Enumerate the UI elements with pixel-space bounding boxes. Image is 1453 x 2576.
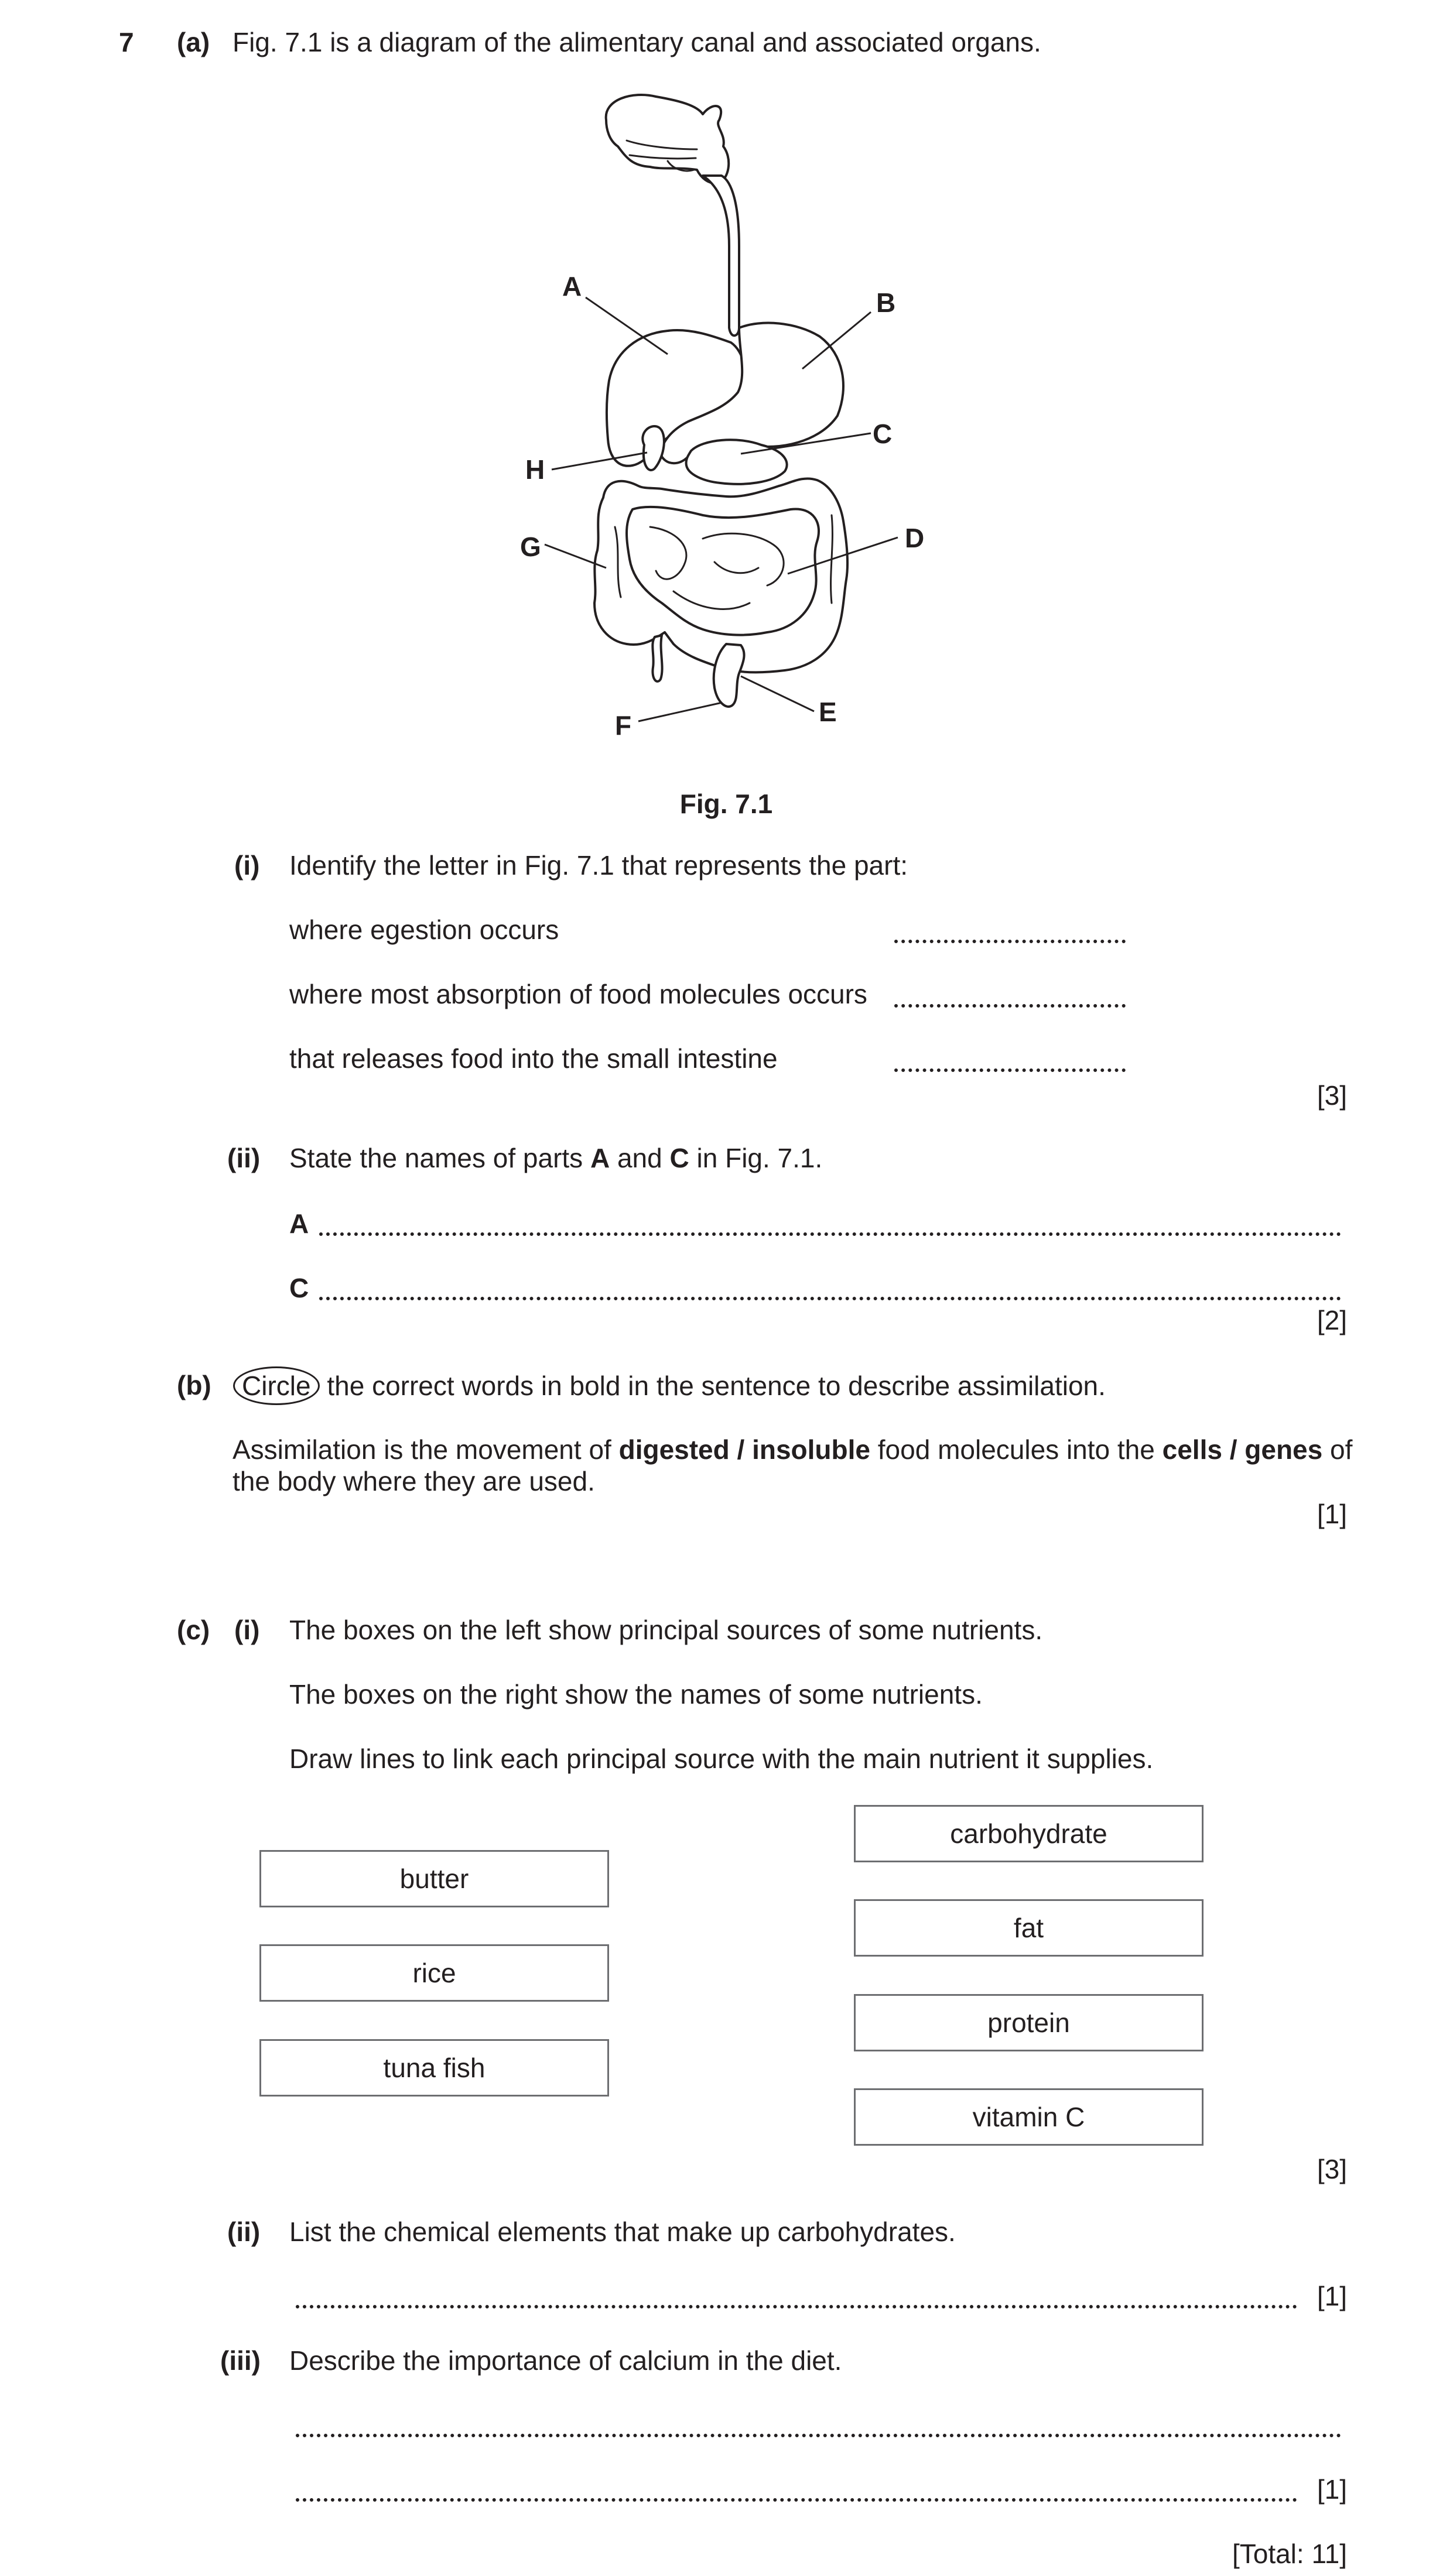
figure-caption: Fig. 7.1 (679, 789, 773, 819)
gall-bladder (642, 426, 664, 470)
assimilation-sentence-line2: the body where they are used. (233, 1466, 595, 1496)
source-box-rice[interactable] (259, 1944, 609, 2002)
part-b-instruction: Circle the correct words in bold in the sentence to describe assimilation. (235, 1366, 1106, 1405)
marks-a-ii: [2] (1317, 1305, 1347, 1335)
nutrient-box-carbohydrate[interactable] (854, 1805, 1204, 1862)
part-b-label: (b) (177, 1370, 211, 1400)
sub-a-ii-prompt: State the names of parts A and C in Fig. 7.1. (289, 1143, 823, 1173)
item-absorption: where most absorption of food molecules occurs (289, 979, 867, 1009)
sub-c-iii-prompt: Describe the importance of calcium in the diet. (289, 2345, 842, 2376)
label-letter-e: E (819, 697, 837, 727)
source-box-butter[interactable] (259, 1850, 609, 1907)
sub-c-i-line3: Draw lines to link each principal source with the main nutrient it supplies. (289, 1743, 1154, 1774)
part-a-label: (a) (177, 27, 210, 57)
source-box-tuna-fish[interactable] (259, 2039, 609, 2097)
label-letter-d: D (905, 523, 925, 553)
sub-a-i-label: (i) (234, 850, 260, 881)
answer-line-carbohydrate-elements[interactable] (296, 2305, 1297, 2308)
line-label-a: A (289, 1208, 309, 1239)
nutrient-box-fat[interactable] (854, 1899, 1204, 1957)
oesophagus (703, 176, 739, 335)
sub-c-i-line2: The boxes on the right show the names of some nutrients. (289, 1679, 983, 1710)
sub-c-iii-label: (iii) (220, 2345, 261, 2376)
label-letter-a: A (562, 271, 582, 302)
answer-line-egestion[interactable] (894, 940, 1126, 943)
marks-c-iii: [1] (1317, 2474, 1347, 2505)
sub-c-ii-label: (ii) (227, 2217, 261, 2247)
part-c-label: (c) (177, 1615, 210, 1645)
item-egestion: where egestion occurs (289, 914, 559, 945)
nutrient-label: carbohydrate (950, 1818, 1107, 1849)
label-letter-g: G (520, 532, 541, 562)
answer-line-releases-food[interactable] (894, 1068, 1126, 1072)
alimentary-canal-diagram (498, 82, 966, 755)
sub-c-i-label: (i) (234, 1615, 260, 1645)
marks-a-i: [3] (1317, 1080, 1347, 1111)
sub-a-i-prompt: Identify the letter in Fig. 7.1 that represents the part: (289, 850, 908, 881)
question-number: 7 (119, 27, 134, 57)
line-label-c: C (289, 1273, 309, 1303)
source-label: butter (399, 1864, 469, 1894)
label-letter-c: C (873, 419, 893, 449)
assimilation-sentence-line1: Assimilation is the movement of digested / insoluble food molecules into the cells / genes of (233, 1434, 1353, 1465)
sub-c-i-line1: The boxes on the left show principal sources of some nutrients. (289, 1615, 1043, 1645)
marks-c-ii: [1] (1317, 2281, 1347, 2311)
nutrient-box-vitamin-c[interactable] (854, 2088, 1204, 2146)
mouth-shape (606, 95, 729, 183)
answer-line-absorption[interactable] (894, 1004, 1126, 1008)
item-releases-food: that releases food into the small intestine (289, 1043, 778, 1074)
source-label: tuna fish (383, 2053, 486, 2083)
label-letter-f: F (615, 710, 632, 741)
label-letter-h: H (525, 454, 545, 485)
option-cells-genes[interactable]: cells / genes (1162, 1434, 1323, 1465)
source-label: rice (412, 1958, 456, 1988)
answer-line-part-c[interactable] (319, 1297, 1341, 1300)
rectum (714, 644, 744, 707)
answer-line-part-a[interactable] (319, 1232, 1341, 1236)
nutrient-label: fat (1013, 1913, 1044, 1943)
sub-a-ii-label: (ii) (227, 1143, 261, 1173)
circle-word: Circle (233, 1366, 320, 1405)
sub-c-ii-prompt: List the chemical elements that make up carbohydrates. (289, 2217, 956, 2247)
nutrient-box-protein[interactable] (854, 1994, 1204, 2051)
total-marks: [Total: 11] (1232, 2539, 1347, 2569)
label-letter-b: B (876, 287, 896, 318)
answer-line-calcium-1[interactable] (296, 2434, 1341, 2437)
marks-b: [1] (1317, 1499, 1347, 1529)
answer-line-calcium-2[interactable] (296, 2498, 1297, 2502)
appendix (652, 635, 662, 681)
marks-c-i: [3] (1317, 2154, 1347, 2184)
part-a-intro: Fig. 7.1 is a diagram of the alimentary canal and associated organs. (233, 27, 1041, 57)
option-digested-insoluble[interactable]: digested / insoluble (618, 1434, 870, 1465)
nutrient-label: vitamin C (972, 2102, 1085, 2132)
nutrient-label: protein (987, 2008, 1070, 2038)
